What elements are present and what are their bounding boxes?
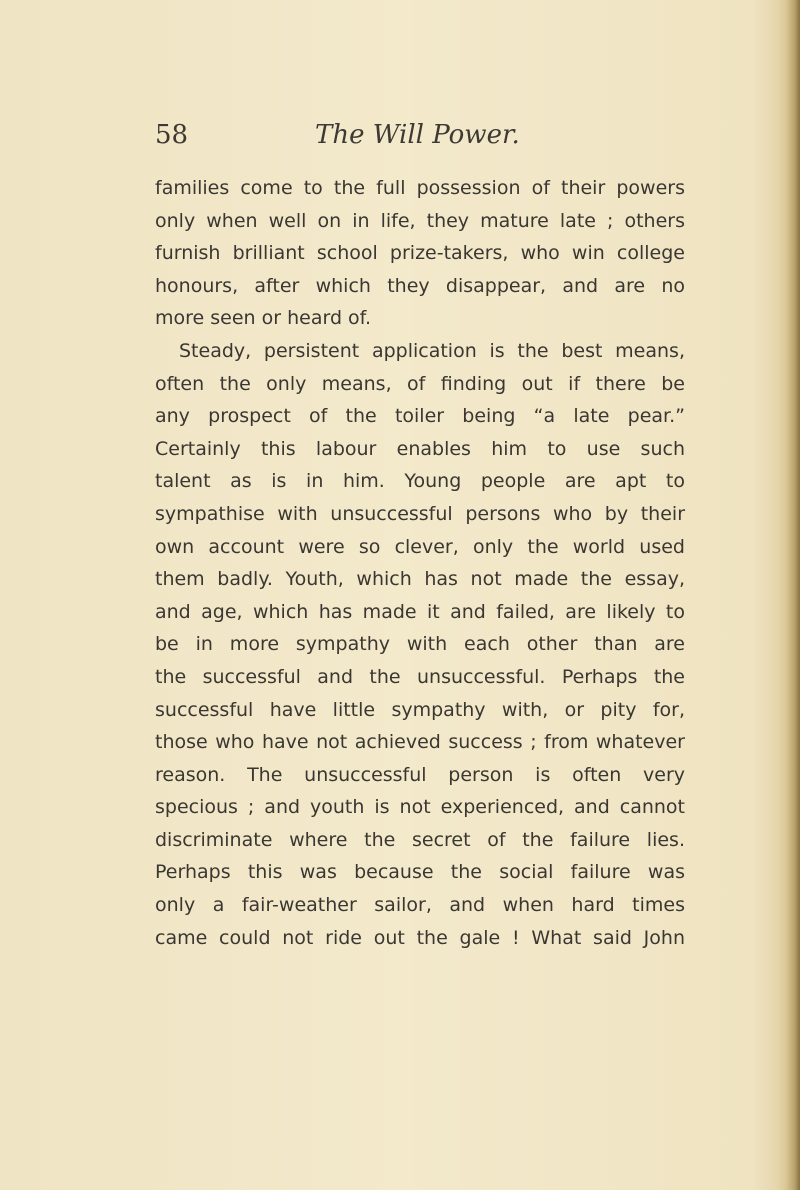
text-line: sympathise with unsuccessful persons who by their xyxy=(155,502,685,525)
text-line: Steady, persistent application is the best means, xyxy=(179,339,685,362)
text-line: only when well on in life, they mature late ; others xyxy=(155,209,685,232)
text-line: Perhaps this was because the social failure was xyxy=(155,861,685,884)
text-line: reason. The unsuccessful person is often very xyxy=(155,763,685,786)
text-line: only a fair-weather sailor, and when hard times xyxy=(155,894,685,917)
text-line: families come to the full possession of their powers xyxy=(155,177,685,199)
text-line: successful have little sympathy with, or pity for, xyxy=(155,698,685,721)
page-number: 58 xyxy=(155,120,189,150)
text-line: Certainly this labour enables him to use such xyxy=(155,437,685,460)
text-line: be in more sympathy with each other than are xyxy=(155,633,685,656)
text-line: specious ; and youth is not experienced, and cannot xyxy=(155,796,685,819)
text-line: them badly. Youth, which has not made the essay, xyxy=(155,568,685,591)
text-line: those who have not achieved success ; from whatever xyxy=(155,731,685,754)
text-line: and age, which has made it and failed, are likely to xyxy=(155,600,685,623)
body-text xyxy=(155,172,685,954)
text-line: the successful and the unsuccessful. Perhaps the xyxy=(155,665,685,688)
page-edge-shadow xyxy=(786,0,800,1190)
text-line: own account were so clever, only the world used xyxy=(155,535,685,558)
text-line: often the only means, of finding out if there be xyxy=(155,372,685,395)
running-title: The Will Power. xyxy=(315,120,520,150)
text-line: any prospect of the toiler being “a late pear.” xyxy=(155,405,685,428)
text-line: more seen or heard of. xyxy=(155,307,372,330)
text-line: honours, after which they disappear, and are no xyxy=(155,274,685,297)
text-line: talent as is in him. Young people are apt to xyxy=(155,470,685,493)
page-header xyxy=(155,120,635,160)
text-line: furnish brilliant school prize-takers, who win college xyxy=(155,242,685,265)
text-line: discriminate where the secret of the failure lies. xyxy=(155,828,685,851)
text-line: came could not ride out the gale ! What said John xyxy=(155,926,685,949)
